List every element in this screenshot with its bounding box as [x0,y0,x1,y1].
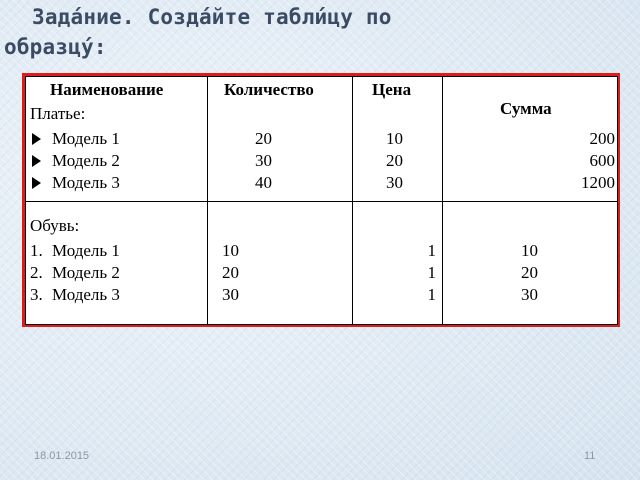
quantity-values-shoes [222,240,239,306]
price-values-dresses [386,128,403,194]
slide-date: 18.01.2015 [34,450,90,462]
value-cell: 10 [386,129,403,148]
header-sum: Сумма [500,99,552,118]
list-item: Модель 1 [30,128,120,150]
table-frame [22,73,620,327]
value-cell: 30 [386,173,403,192]
list-number: 2. [30,263,43,282]
dresses-list [30,128,120,194]
value-cell: 30 [255,151,272,170]
value-cell: 10 [521,241,538,260]
sum-values-shoes [521,240,538,306]
group-label-dresses: Платье: [30,104,86,123]
value-cell: 20 [521,263,538,282]
header-quantity: Количество [224,80,314,99]
header-name: Наименование [50,80,164,99]
cell-quantity-dresses [208,77,353,202]
sum-values-dresses [581,128,615,194]
table-row [26,77,618,202]
task-title-line-1: Зада́ние. Созда́йте табли́цу по [32,5,392,29]
arrow-bullet-icon [32,133,41,145]
arrow-bullet-icon [32,155,41,167]
value-cell: 1 [427,285,436,304]
cell-name-shoes [26,202,208,325]
value-cell: 30 [222,285,239,304]
value-cell: 1 [427,263,436,282]
cell-sum-dresses [443,77,618,202]
table-row [26,202,618,325]
cell-price-shoes [353,202,443,325]
list-number: 1. [30,241,43,260]
value-cell: 600 [589,151,615,170]
value-cell: 20 [255,129,272,148]
header-price: Цена [372,80,412,99]
list-item: Модель 3 [30,172,120,194]
sample-table [25,76,618,325]
list-item: 1. Модель 1 [30,241,120,260]
cell-quantity-shoes [208,202,353,325]
value-cell: 20 [222,263,239,282]
list-item: 2. Модель 2 [30,263,120,282]
cell-sum-shoes [443,202,618,325]
price-values-shoes [428,240,437,306]
group-label-shoes: Обувь: [30,216,80,235]
shoes-list [30,240,120,306]
value-cell: 40 [255,173,272,192]
cell-price-dresses [353,77,443,202]
arrow-bullet-icon [32,177,41,189]
value-cell: 10 [222,241,239,260]
value-cell: 1 [427,241,436,260]
task-title-line-2: образцу́: [4,35,107,59]
quantity-values-dresses [255,128,272,194]
value-cell: 30 [521,285,538,304]
list-item: Модель 2 [30,150,120,172]
cell-name-dresses [26,77,208,202]
list-item: 3. Модель 3 [30,285,120,304]
task-title [4,2,624,62]
slide-page-number: 11 [584,450,596,462]
value-cell: 200 [589,129,615,148]
value-cell: 1200 [581,173,615,192]
list-number: 3. [30,285,43,304]
value-cell: 20 [386,151,403,170]
